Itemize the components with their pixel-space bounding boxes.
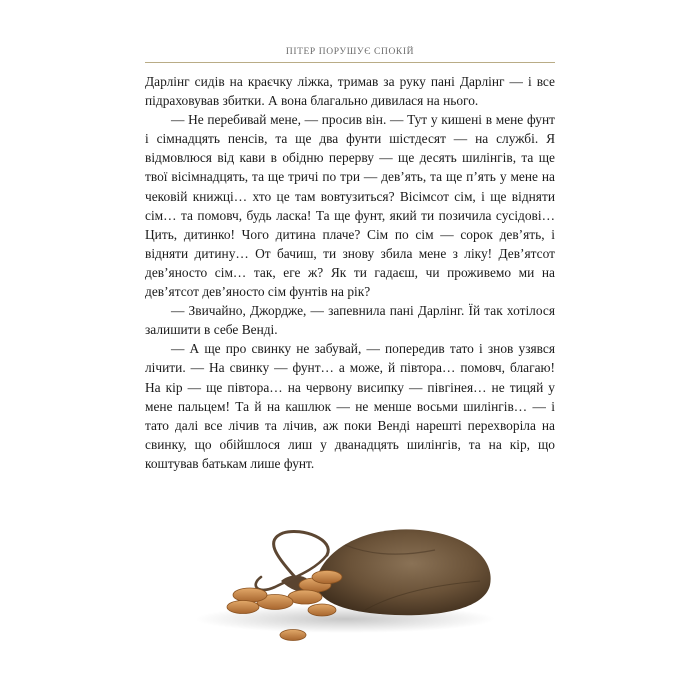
header-rule: [145, 62, 555, 63]
body-text: [145, 72, 555, 473]
money-bag-illustration: [195, 515, 515, 655]
paragraph: — Не перебивай мене, — просив він. — Тут у кишені в мене фунт і сімнадцять пенсів, та ще два фунти шістдесят — на службі. Я відмовлюся від кави в обідню перерву — ще десять шилінгів, та ще твої вісімнадцять, та ще тричі по три — дев’ять, та ще п’ять у мене на чековій книжці… хто це там вовтузиться? Вісімсот сім, і ще відняти сім… та помовч, будь ласка! Та ще фунт, який ти позичила сусідові… Цить, дитинко! Чого дитина плаче? Сім по сім — сорок дев’ять, і відняти дитину… От бачиш, ти знову збила мене з ліку! Дев’ятсот дев’яносто сім… так, еге ж? Як ти гадаєш, чи проживемо ми на дев’ятсот дев’яносто сім фунтів на рік?: [145, 112, 555, 300]
paragraph: — Звичайно, Джордже, — запевнила пані Дарлінг. Їй так хотілося залишити в себе Венді.: [145, 303, 555, 338]
running-title: ПІТЕР ПОРУШУЄ СПОКІЙ: [285, 47, 415, 57]
paragraph: Дарлінг сидів на краєчку ліжка, тримав за руку пані Дарлінг — і все підраховував збитки. А вона благально дивилася на нього.: [145, 74, 555, 109]
paragraph: — А ще про свинку не забувай, — попередив тато і знов узявся лічити. — На свинку — фунт… а може, й півтора… помовч, благаю! На кір — ще півтора… на червону висипку — півгінея… не тицяй у мене пальцем! Та й на кашлюк — не менше восьми шилінгів… — і тато далі все лічив та лічив, аж поки Венді нарешті перехворіла на свинку, що обійшлося лиш у дванадцять шилінгів, та на кір, що коштував батькам лише фунт.: [145, 341, 555, 471]
